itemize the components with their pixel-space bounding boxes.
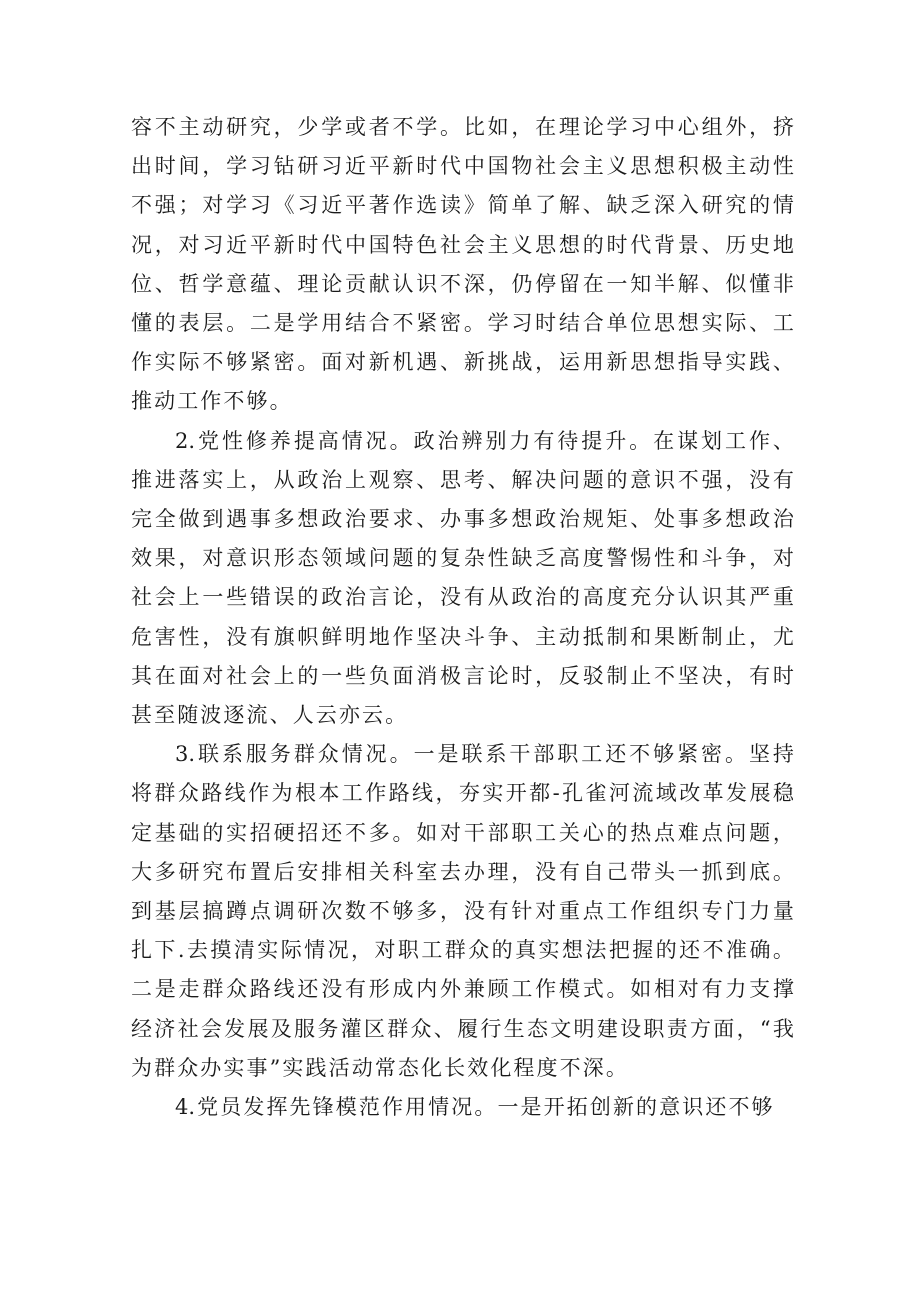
paragraph-party-spirit xyxy=(131,422,796,736)
paragraph-number: 4 xyxy=(175,1095,189,1120)
paragraph-number: 3 xyxy=(175,742,189,767)
paragraph-text: .党员发挥先锋模范作用情况。一是开拓创新的意识还不够 xyxy=(188,1095,775,1120)
paragraph-text: .党性修养提高情况。政治辨别力有待提升。在谋划工作、推进落实上，从政治上观察、思考、解决问题的意识不强，没有完全做到遇事多想政治要求、办事多想政治规矩、处事多想政治效果，对意识形态领域问题的复杂性缺乏高度警惕性和斗争，对社会上一些错误的政治言论，没有从政治的高度充分认识其严重危害性，没有旗帜鲜明地作坚决斗争、主动抵制和果断制止，尤其在面对社会上的一些负面消极言论时，反驳制止不坚决，有时甚至随波逐流、人云亦云。 xyxy=(131,428,796,728)
paragraph-number: 2 xyxy=(175,428,189,453)
paragraph-text: 容不主动研究，少学或者不学。比如，在理论学习中心组外，挤出时间，学习钻研习近平新时代中国物社会主义思想积极主动性不强；对学习《习近平著作选读》简单了解、缺乏深入研究的情况，对习近平新时代中国特色社会主义思想的时代背景、历史地位、哲学意蕴、理论贡献认识不深，仍停留在一知半解、似懂非懂的表层。二是学用结合不紧密。学习时结合单位思想实际、工作实际不够紧密。面对新机遇、新挑战，运用新思想指导实践、推动工作不够。 xyxy=(131,115,796,414)
paragraph-serving-masses xyxy=(131,735,796,1088)
document-body xyxy=(131,108,796,1127)
paragraph-study-continued xyxy=(131,108,796,422)
paragraph-vanguard-role xyxy=(131,1088,796,1127)
paragraph-text: .联系服务群众情况。一是联系干部职工还不够紧密。坚持将群众路线作为根本工作路线，夯实开都-孔雀河流域改革发展稳定基础的实招硬招还不多。如对干部职工关心的热点难点问题，大多研究布置后安排相关科室去办理，没有自己带头一抓到底。到基层搞蹲点调研次数不够多，没有针对重点工作组织专门力量扎下.去摸清实际情况，对职工群众的真实想法把握的还不准确。二是走群众路线还没有形成内外兼顾工作模式。如相对有力支撑经济社会发展及服务灌区群众、履行生态文明建设职责方面，“我为群众办实事”实践活动常态化长效化程度不深。 xyxy=(131,742,796,1080)
